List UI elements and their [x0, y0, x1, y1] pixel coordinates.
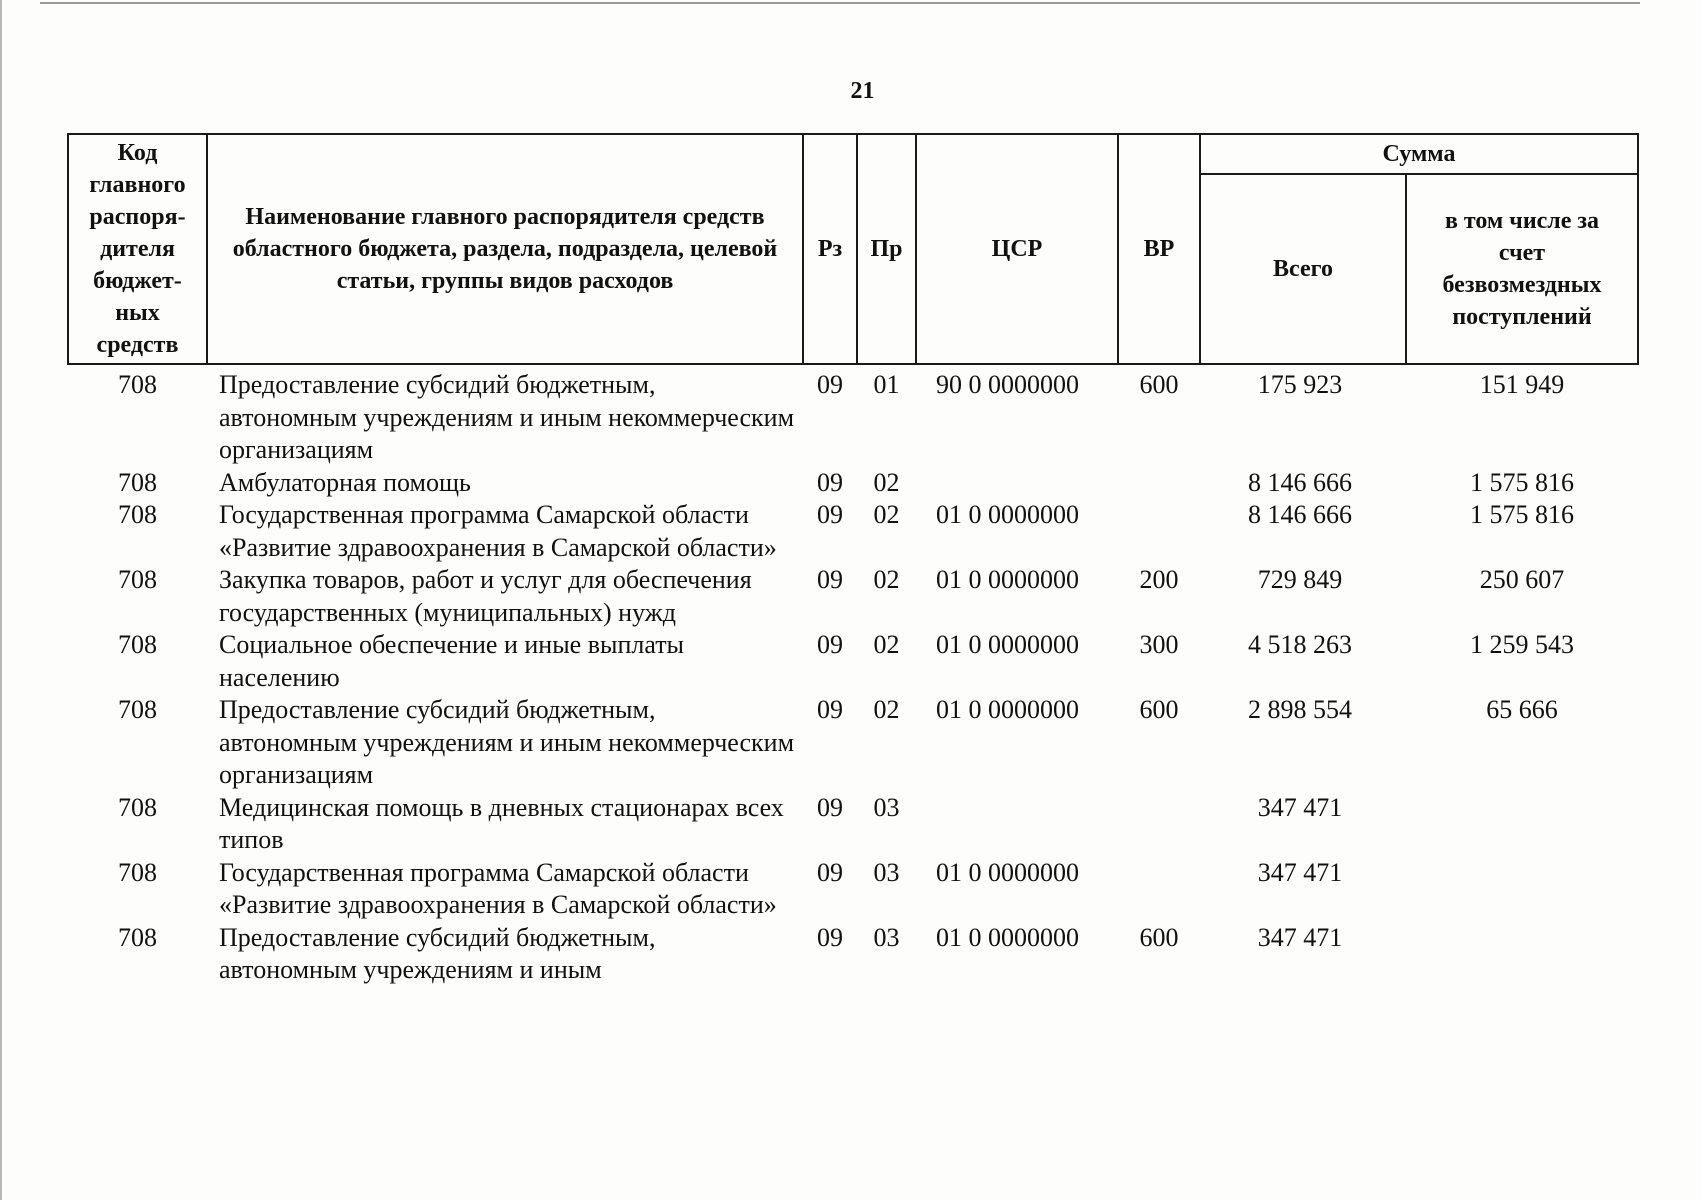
cell-gratis: 1 259 543 — [1470, 630, 1574, 659]
cell-code: 708 — [118, 857, 157, 887]
cell-name: Социальное обеспечение и иные выплаты населению — [219, 630, 685, 692]
cell-csr — [916, 792, 1118, 857]
header-csr: ЦСР — [916, 134, 1118, 364]
cell-pr: 03 — [873, 857, 900, 887]
cell-csr — [916, 467, 1118, 500]
cell-code: 708 — [118, 370, 157, 399]
cell-rz: 09 — [817, 857, 843, 887]
cell-pr: 02 — [873, 630, 900, 659]
cell-total: 729 849 — [1257, 565, 1343, 594]
header-sum: Сумма — [1200, 134, 1638, 174]
header-vr: ВР — [1118, 134, 1200, 364]
table-row — [68, 857, 1638, 922]
cell-total: 8 146 666 — [1248, 467, 1352, 497]
table-row — [68, 922, 1638, 987]
header-gratis: в том числе за счет безвозмездных поступлений — [1406, 174, 1638, 364]
cell-pr: 02 — [873, 500, 900, 529]
cell-csr: 01 0 0000000 — [936, 922, 1079, 952]
header-rz: Рз — [803, 134, 857, 364]
header-total: Всего — [1200, 174, 1406, 364]
cell-gratis — [1406, 857, 1638, 922]
cell-gratis: 1 575 816 — [1470, 500, 1574, 529]
table-row — [68, 499, 1638, 564]
cell-vr: 300 — [1139, 630, 1179, 659]
cell-rz: 09 — [817, 500, 843, 529]
cell-rz: 09 — [817, 370, 843, 399]
table-row — [68, 694, 1638, 792]
cell-name: Амбулаторная помощь — [219, 467, 471, 497]
cell-name: Медицинская помощь в дневных стационарах всех типов — [219, 792, 784, 854]
cell-code: 708 — [118, 695, 157, 724]
cell-gratis: 151 949 — [1479, 370, 1565, 399]
cell-total: 347 471 — [1257, 857, 1343, 887]
cell-vr — [1118, 792, 1200, 857]
header-pr: Пр — [857, 134, 916, 364]
cell-code: 708 — [118, 500, 157, 529]
cell-gratis — [1406, 922, 1638, 987]
cell-name: Государственная программа Самарской области «Развитие здравоохранения в Самарской области» — [219, 857, 777, 919]
cell-total: 347 471 — [1257, 792, 1343, 822]
cell-pr: 03 — [873, 922, 900, 952]
cell-pr: 01 — [873, 370, 900, 399]
cell-total: 4 518 263 — [1248, 630, 1352, 659]
cell-pr: 02 — [873, 467, 900, 497]
page-number: 21 — [850, 78, 875, 104]
cell-code: 708 — [118, 565, 157, 594]
cell-pr: 03 — [873, 792, 900, 822]
table-row — [68, 629, 1638, 694]
cell-name: Предоставление субсидий бюджетным, автономным учреждениям и иным некоммерческим организациям — [219, 370, 795, 464]
cell-csr: 01 0 0000000 — [936, 857, 1079, 887]
cell-vr — [1118, 857, 1200, 922]
cell-csr: 01 0 0000000 — [936, 565, 1079, 594]
cell-vr: 600 — [1139, 370, 1179, 399]
cell-vr: 600 — [1139, 922, 1179, 952]
cell-gratis: 65 666 — [1486, 695, 1558, 724]
cell-total: 2 898 554 — [1248, 695, 1352, 724]
cell-csr: 90 0 0000000 — [936, 370, 1079, 399]
cell-vr: 600 — [1139, 695, 1179, 724]
table-row — [68, 364, 1638, 467]
cell-csr: 01 0 0000000 — [936, 500, 1079, 529]
cell-total: 347 471 — [1257, 922, 1343, 952]
cell-code: 708 — [118, 792, 157, 822]
cell-csr: 01 0 0000000 — [936, 695, 1079, 724]
cell-name: Предоставление субсидий бюджетным, автономным учреждениям и иным — [219, 922, 656, 984]
cell-rz: 09 — [817, 695, 843, 724]
cell-name: Предоставление субсидий бюджетным, автономным учреждениям и иным некоммерческим организациям — [219, 695, 795, 789]
table-body — [68, 364, 1638, 987]
cell-total: 175 923 — [1257, 370, 1343, 399]
cell-gratis — [1406, 792, 1638, 857]
header-code: Код главного распоря-дителя бюджет-ных средств — [68, 134, 207, 364]
cell-gratis: 1 575 816 — [1470, 467, 1574, 497]
cell-name: Закупка товаров, работ и услуг для обеспечения государственных (муниципальных) нужд — [219, 565, 752, 627]
table-row — [68, 792, 1638, 857]
cell-rz: 09 — [817, 792, 843, 822]
cell-csr: 01 0 0000000 — [936, 630, 1079, 659]
cell-vr: 200 — [1139, 565, 1179, 594]
cell-rz: 09 — [817, 565, 843, 594]
cell-name: Государственная программа Самарской области «Развитие здравоохранения в Самарской области» — [219, 500, 777, 562]
cell-rz: 09 — [817, 630, 843, 659]
cell-vr — [1118, 499, 1200, 564]
cell-pr: 02 — [873, 565, 900, 594]
cell-pr: 02 — [873, 695, 900, 724]
scan-edge-left — [0, 0, 2, 1200]
budget-table — [67, 133, 1639, 987]
table-row — [68, 564, 1638, 629]
cell-vr — [1118, 467, 1200, 500]
header-name: Наименование главного распорядителя средств областного бюджета, раздела, подраздела, целевой статьи, группы видов расходов — [207, 134, 803, 364]
scan-edge-top — [40, 2, 1640, 4]
cell-rz: 09 — [817, 922, 843, 952]
cell-total: 8 146 666 — [1248, 500, 1352, 529]
cell-rz: 09 — [817, 467, 843, 497]
table-row — [68, 467, 1638, 500]
cell-code: 708 — [118, 630, 157, 659]
cell-gratis: 250 607 — [1479, 565, 1565, 594]
cell-code: 708 — [118, 922, 157, 952]
cell-code: 708 — [118, 467, 157, 497]
